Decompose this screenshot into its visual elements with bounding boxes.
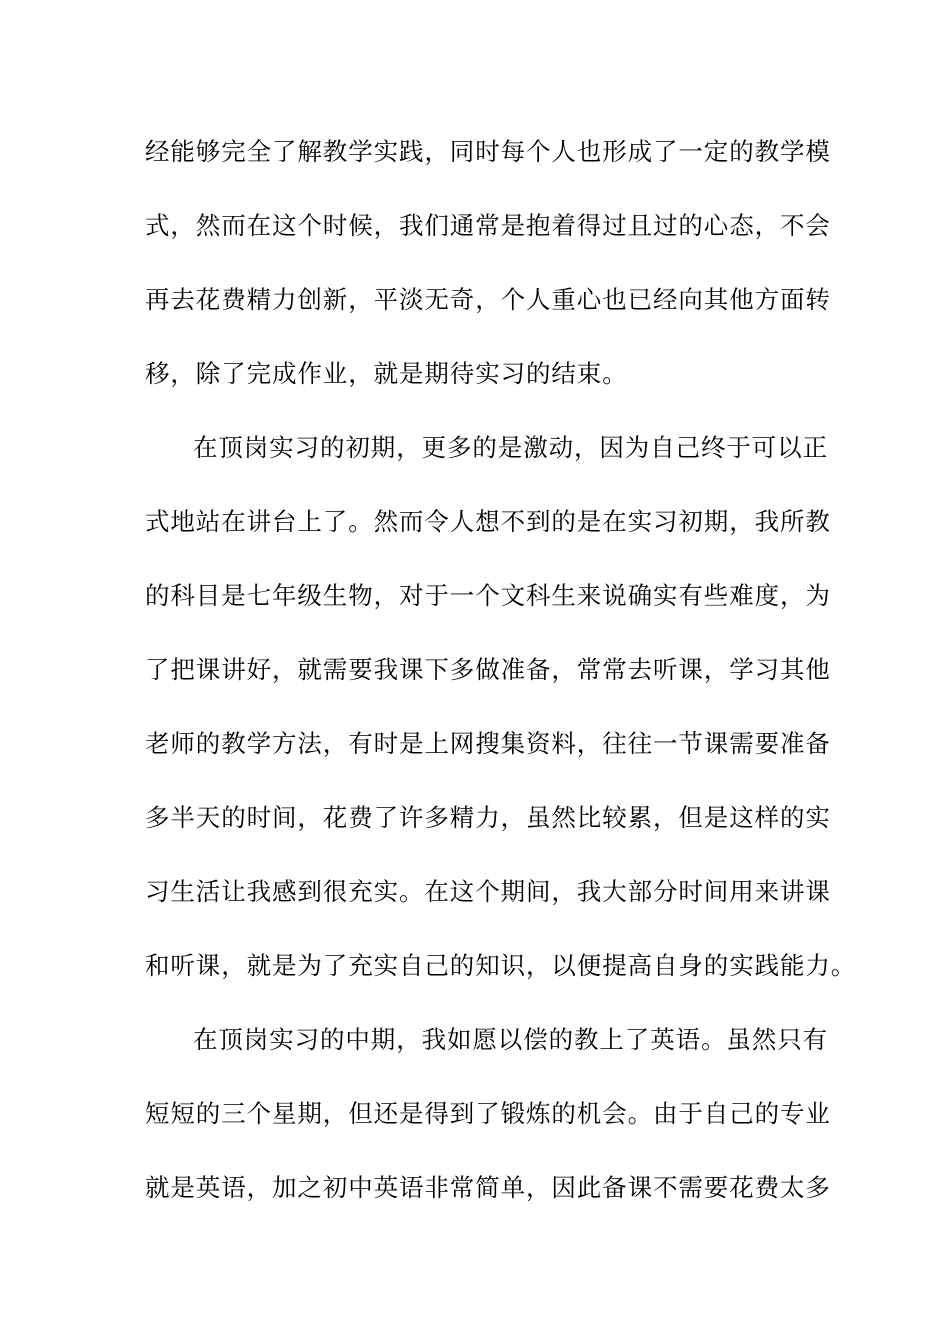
text-line: 经能够完全了解教学实践，同时每个人也形成了一定的教学模 [145,137,831,166]
text-line: 式地站在讲台上了。然而令人想不到的是在实习初期，我所教 [145,507,831,536]
text-line: 了把课讲好，就需要我课下多做准备，常常去听课，学习其他 [145,655,831,684]
text-line: 式，然而在这个时候，我们通常是抱着得过且过的心态，不会 [145,211,831,240]
text-line: 就是英语，加之初中英语非常简单，因此备课不需要花费太多 [145,1173,831,1202]
document-body [145,115,857,1225]
text-line: 的科目是七年级生物，对于一个文科生来说确实有些难度，为 [145,581,831,610]
text-line: 短短的三个星期，但还是得到了锻炼的机会。由于自己的专业 [145,1099,831,1128]
text-line: 和听课，就是为了充实自己的知识，以便提高自身的实践能力。 [145,951,857,980]
paragraph-first-line: 在顶岗实习的初期，更多的是激动，因为自己终于可以正 [193,433,828,462]
paragraph-first-line: 在顶岗实习的中期，我如愿以偿的教上了英语。虽然只有 [193,1025,828,1054]
text-line: 移，除了完成作业，就是期待实习的结束。 [145,359,628,388]
text-line: 再去花费精力创新，平淡无奇，个人重心也已经向其他方面转 [145,285,831,314]
text-line: 多半天的时间，花费了许多精力，虽然比较累，但是这样的实 [145,803,831,832]
text-line: 习生活让我感到很充实。在这个期间，我大部分时间用来讲课 [145,877,831,906]
text-line: 老师的教学方法，有时是上网搜集资料，往往一节课需要准备 [145,729,831,758]
